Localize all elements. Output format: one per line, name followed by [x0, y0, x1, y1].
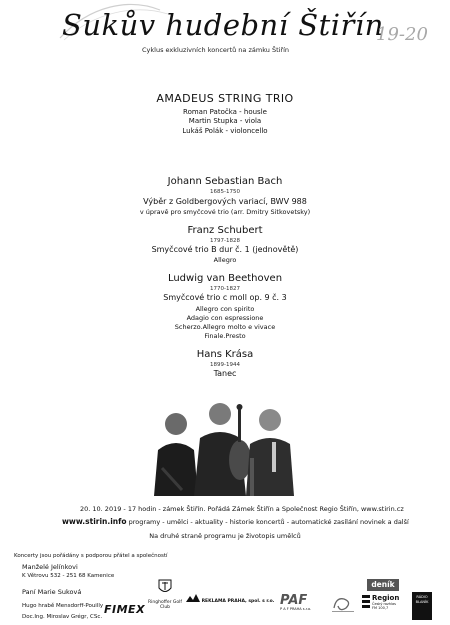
event-site-link[interactable]: www.stirin.cz	[360, 505, 404, 513]
composer-name: Johann Sebastian Bach	[167, 176, 283, 187]
patron-name: Hugo hrabě Mensdorff-Pouilly	[22, 603, 104, 609]
website-line	[62, 517, 409, 526]
website-link[interactable]: www.stirin.info	[62, 517, 127, 526]
composer-years: 1797-1828	[210, 238, 240, 244]
reklama-name: REKLAMA PRAHA, spol. s r.o.	[201, 599, 275, 604]
golf-club-logo	[148, 578, 182, 610]
composer-name: Franz Schubert	[187, 225, 263, 236]
composer-years: 1770-1827	[210, 286, 240, 292]
paf-logo	[280, 594, 311, 611]
movement: Allegro con spirito	[195, 305, 255, 313]
ensemble-member: Martin Stupka - viola	[188, 117, 262, 125]
paf-mark: PAF	[280, 593, 308, 608]
bio-note: Na druhé straně programu je životopis umělců	[149, 532, 301, 540]
event-info-line	[80, 505, 404, 513]
fimex-logo: FIMEX	[104, 603, 146, 616]
ensemble-member: Lukáš Polák - violoncello	[182, 127, 268, 135]
movement: Scherzo.Allegro molto e vivace	[174, 323, 276, 331]
page-subtitle: Cyklus exkluzivních koncertů na zámku Štiřín	[142, 46, 290, 54]
patron-name: Paní Marie Suková	[22, 588, 82, 596]
composer-years: 1685-1750	[210, 189, 240, 195]
movement: Finale.Presto	[204, 332, 246, 340]
ensemble-name: AMADEUS STRING TRIO	[156, 92, 294, 105]
reklama-icon	[186, 594, 200, 602]
composer-name: Hans Krása	[196, 349, 254, 360]
work-note: v úpravě pro smyčcové trio (arr. Dmitry Sitkovetsky)	[139, 208, 311, 216]
movement: Adagio con espressione	[186, 314, 264, 322]
patron-name: Doc.Ing. Miroslav Grégr, CSc.	[22, 614, 103, 620]
movement: Allegro	[213, 256, 237, 264]
composer-years: 1899-1944	[210, 362, 240, 368]
region-logo	[362, 594, 399, 610]
golf-club-name: Ringhoffer Golf Club	[148, 600, 182, 610]
golf-crest-icon	[155, 578, 175, 596]
reklama-logo	[186, 594, 274, 604]
composer-name: Ludwig van Beethoven	[167, 273, 283, 284]
work-title: Tanec	[213, 369, 237, 378]
swirl-logo-icon	[330, 594, 356, 614]
region-name: Region	[372, 594, 400, 602]
patron-address: K Větrovu 532 - 251 68 Kamenice	[22, 573, 115, 579]
ensemble-photo	[148, 398, 298, 496]
region-bars-icon	[362, 595, 370, 609]
partners-intro: Koncerty jsou pořádány s podporou přátel a společností	[14, 553, 168, 559]
region-frequency: FM 100,7	[372, 606, 389, 610]
website-description: programy - umělci - aktuality - historie koncertů - automatické zasílání novinek a další	[128, 518, 409, 526]
paf-subtitle: P A F PRAHA s.r.o.	[280, 607, 312, 611]
work-title: Smyčcové trio B dur č. 1 (jednovětě)	[151, 245, 299, 254]
season-label: 19-20	[376, 24, 428, 45]
page-title: Sukův hudební Štiřín	[62, 8, 384, 42]
denik-logo: deník	[367, 579, 399, 591]
patron-name: Manželé Jelínkovi	[22, 563, 78, 571]
event-details: 20. 10. 2019 - 17 hodin - zámek Štiřín. Pořádá Zámek Štiřín a Společnost Regio Štiřín,	[80, 505, 359, 513]
work-title: Výběr z Goldbergových variací, BWV 988	[143, 197, 307, 206]
radio-blanik-logo	[412, 592, 432, 620]
work-title: Smyčcové trio c moll op. 9 č. 3	[163, 293, 287, 302]
region-subtitle: Český rozhlas	[372, 602, 397, 606]
radio-name: RÁDIO BLANÍK	[415, 595, 429, 604]
ensemble-member: Roman Patočka - housle	[183, 108, 267, 116]
